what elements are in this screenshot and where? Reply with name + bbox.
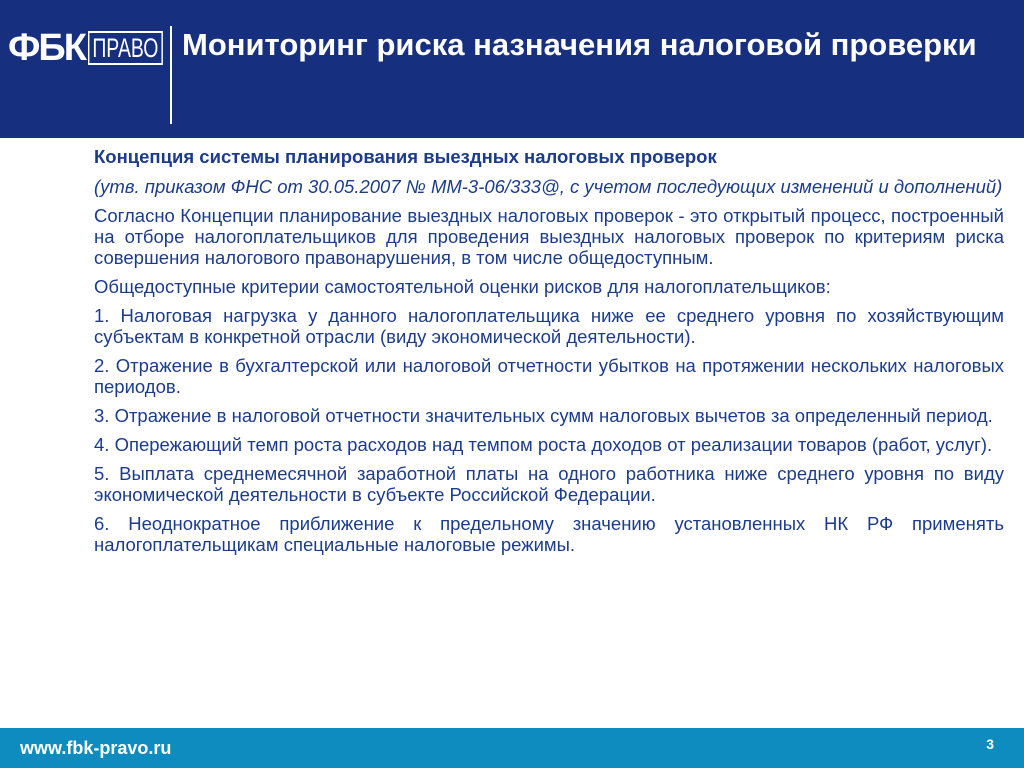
- logo-pravo-text: ПРАВО: [88, 31, 163, 65]
- fbk-pravo-logo[interactable]: [8, 28, 192, 68]
- header-divider: [170, 26, 172, 124]
- footer-url-link[interactable]: www.fbk-pravo.ru: [20, 738, 172, 758]
- criterion-item: 1. Налоговая нагрузка у данного налогоплательщика ниже ее среднего уровня по хозяйствующим субъектам в конкретной отрасли (виду экономической деятельности).: [94, 305, 1004, 347]
- criterion-item: 4. Опережающий темп роста расходов над темпом роста доходов от реализации товаров (работ, услуг).: [94, 434, 993, 455]
- slide-content: [94, 146, 1004, 563]
- logo-fbk-text: ФБК: [8, 27, 85, 69]
- criterion-item: 2. Отражение в бухгалтерской или налоговой отчетности убытков на протяжении нескольких налоговых периодов.: [94, 355, 1004, 397]
- criteria-intro: Общедоступные критерии самостоятельной оценки рисков для налогоплательщиков:: [94, 276, 831, 297]
- concept-subheading: (утв. приказом ФНС от 30.05.2007 № ММ-3-06/333@, с учетом последующих изменений и дополнений): [94, 176, 1003, 197]
- concept-intro: Согласно Концепции планирование выездных налоговых проверок - это открытый процесс, построенный на отборе налогоплательщиков для проведения выездных налоговых проверок по критериям риска совершения налогового правонарушения, в том числе общедоступным.: [94, 205, 1004, 268]
- header-bar: [0, 0, 1024, 138]
- criterion-item: 5. Выплата среднемесячной заработной платы на одного работника ниже среднего уровня по виду экономической деятельности в субъекте Российской Федерации.: [94, 463, 1004, 505]
- criterion-item: 6. Неоднократное приближение к предельному значению установленных НК РФ применять налогоплательщикам специальные налоговые режимы.: [94, 513, 1004, 555]
- slide-title: Мониторинг риска назначения налоговой проверки: [182, 27, 977, 62]
- concept-heading: Концепция системы планирования выездных налоговых проверок: [94, 146, 717, 167]
- page-number: 3: [986, 736, 994, 752]
- criterion-item: 3. Отражение в налоговой отчетности значительных сумм налоговых вычетов за определенный период.: [94, 405, 993, 426]
- footer-bar: [0, 728, 1024, 768]
